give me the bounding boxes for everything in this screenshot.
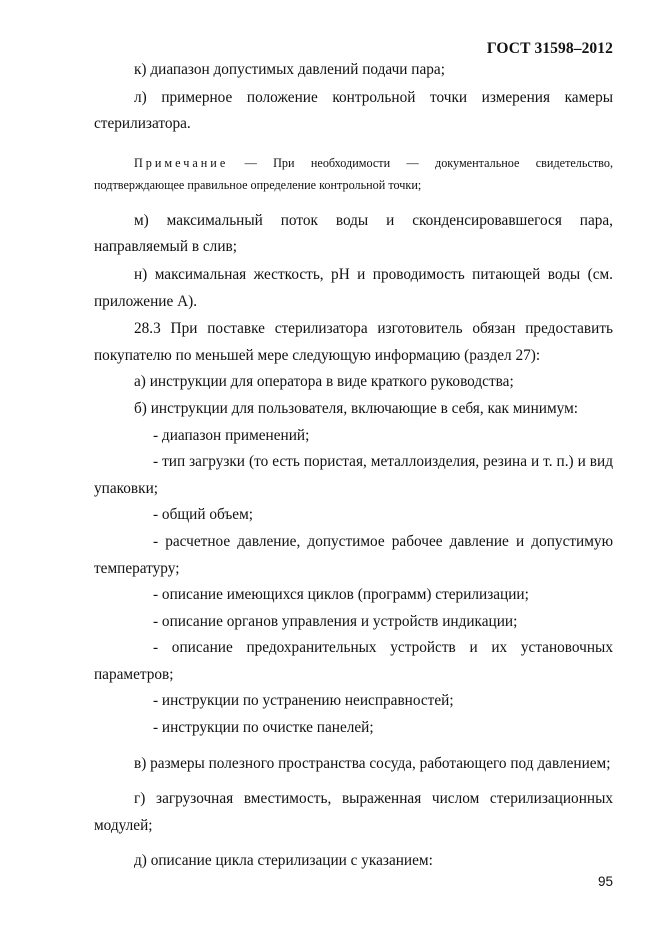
- dash-item: - тип загрузки (то есть пористая, металлоизделия, резина и т. п.) и вид упаковки;: [94, 453, 613, 497]
- dash-item: - описание имеющихся циклов (программ) стерилизации;: [153, 586, 529, 604]
- list-item-n: н) максимальная жесткость, pH и проводимость питающей воды (см. приложение А).: [94, 265, 613, 310]
- list-item-b: б) инструкции для пользователя, включающие в себя, как минимум:: [134, 399, 579, 417]
- list-item-l: л) примерное положение контрольной точки измерения камеры стерилизатора.: [94, 88, 613, 133]
- dash-item: - описание органов управления и устройств индикации;: [153, 612, 518, 630]
- dash-item: - диапазон применений;: [153, 426, 310, 444]
- note: [94, 152, 613, 196]
- list-item-m: м) максимальный поток воды и сконденсировавшегося пара, направляемый в слив;: [94, 211, 613, 256]
- dash-item: - инструкции по устранению неисправностей;: [153, 692, 454, 710]
- list-item-d: д) описание цикла стерилизации с указанием:: [134, 852, 433, 870]
- note-label: Примечание: [134, 155, 229, 170]
- dash-item: - инструкции по очистке панелей;: [153, 719, 374, 737]
- list-item-k: к) диапазон допустимых давлений подачи пара;: [134, 61, 445, 78]
- page-number: 95: [597, 874, 613, 889]
- list-item-g: г) загрузочная вместимость, выраженная числом стерилизационных модулей;: [94, 790, 613, 834]
- dash-item: - описание предохранительных устройств и их установочных параметров;: [94, 639, 613, 683]
- standard-header: ГОСТ 31598–2012: [486, 40, 613, 57]
- dash-item: - общий объем;: [153, 506, 254, 524]
- list-item-a: а) инструкции для оператора в виде краткого руководства;: [134, 373, 514, 391]
- note-text: — При необходимости — документальное свидетельство, подтверждающее правильное определение контрольной точки;: [94, 155, 613, 192]
- dash-item: - расчетное давление, допустимое рабочее давление и допустимую температуру;: [94, 532, 613, 577]
- document-body: [94, 57, 613, 875]
- list-item-v: в) размеры полезного пространства сосуда, работающего под давлением;: [134, 754, 611, 772]
- clause-28-3: 28.3 При поставке стерилизатора изготовитель обязан предоставить покупателю по меньшей мере следующую информацию (раздел 27):: [94, 320, 613, 364]
